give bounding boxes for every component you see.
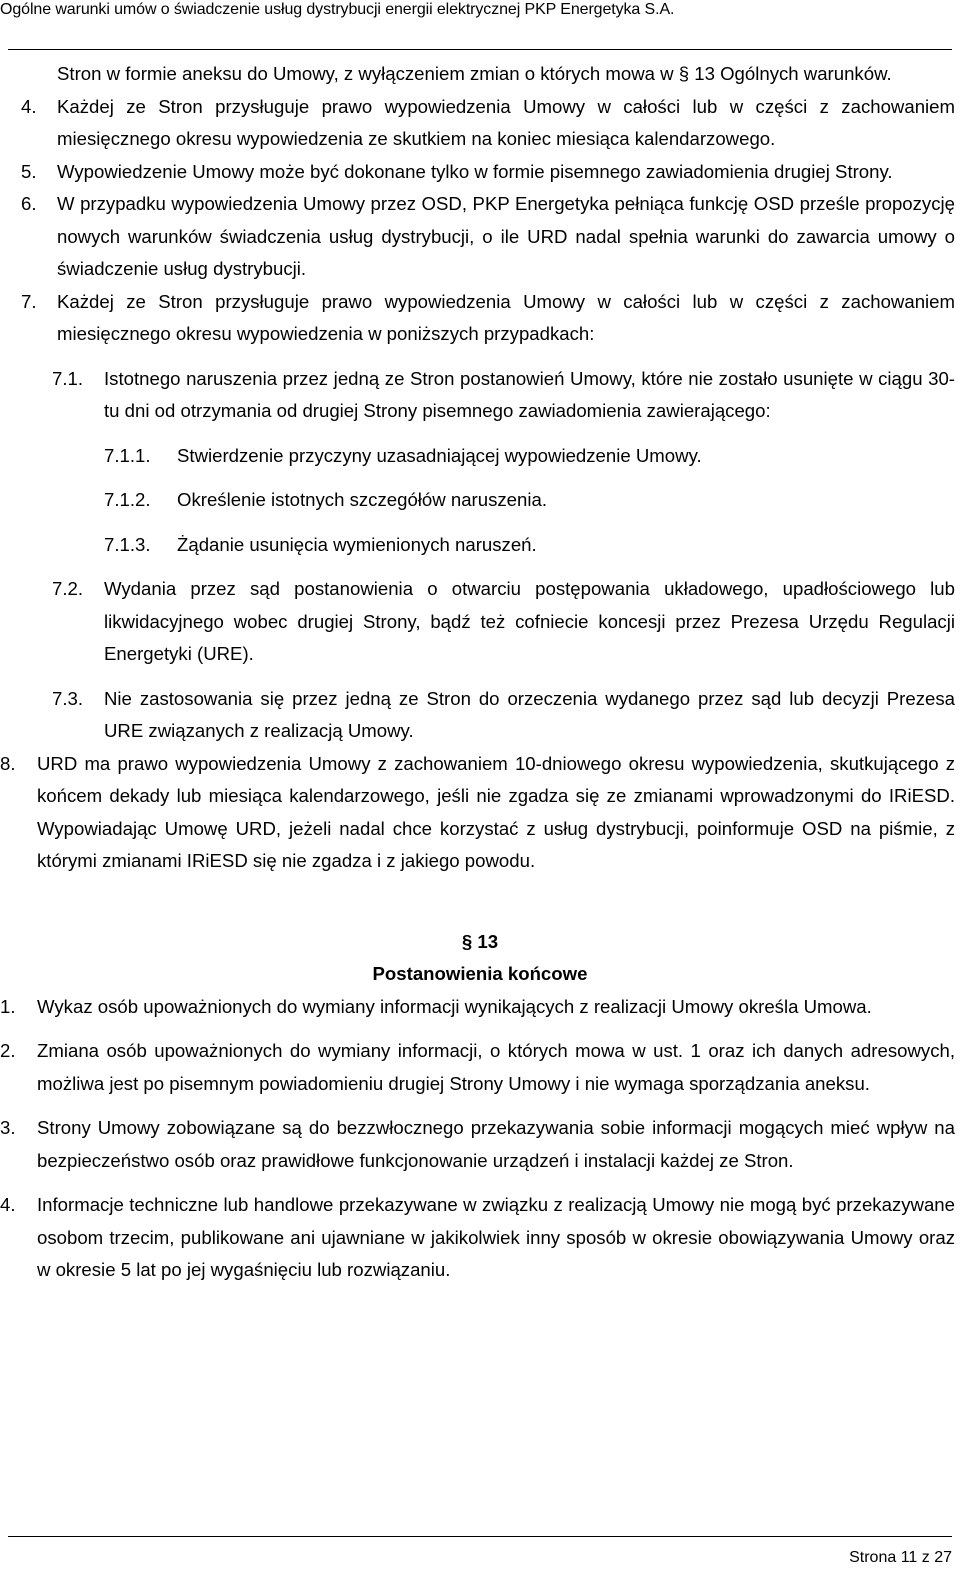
sub-sub-item xyxy=(0,440,955,473)
list-item xyxy=(0,91,955,156)
item-number: 3. xyxy=(0,1117,16,1138)
sub-item xyxy=(0,573,955,671)
item-number: 4. xyxy=(21,95,37,117)
list-item xyxy=(0,1189,955,1287)
item-number: 5. xyxy=(21,160,37,182)
item-number: 1. xyxy=(0,995,16,1017)
list-item xyxy=(0,748,955,878)
list-item xyxy=(0,188,955,286)
item-number: 8. xyxy=(0,752,16,774)
item-text: Nie zastosowania się przez jedną ze Stron do orzeczenia wydanego przez sąd lub decyzji Prezesa URE związanych z realizacją Umowy. xyxy=(104,687,955,741)
item-number: 6. xyxy=(21,193,37,214)
item-text: Wykaz osób upoważnionych do wymiany informacji wynikających z realizacji Umowy określa Umowa. xyxy=(37,995,872,1017)
item-text: Informacje techniczne lub handlowe przekazywane w związku z realizacją Umowy nie mogą być przekazywane osobom trzecim, publikowane ani ujawniane w jakikolwiek inny sposób w okresie obowiązywania Umowy oraz w okresie 5 lat po jej wygaśnięciu lub rozwiązaniu. xyxy=(37,1194,955,1280)
sub-item xyxy=(0,363,955,428)
page-number: Strona 11 z 27 xyxy=(849,1549,952,1566)
item-number: 2. xyxy=(0,1040,16,1061)
item-number: 4. xyxy=(0,1194,16,1215)
item-text: W przypadku wypowiedzenia Umowy przez OSD, PKP Energetyka pełniąca funkcję OSD prześle propozycję nowych warunków świadczenia usług dystrybucji, o ile URD nadal spełnia warunki do zawarcia umowy o świadczenie usług dystrybucji. xyxy=(57,193,955,279)
item-text: Każdej ze Stron przysługuje prawo wypowiedzenia Umowy w całości lub w części z zachowaniem miesięcznego okresu wypowiedzenia ze skutkiem na koniec miesiąca kalendarzowego. xyxy=(57,95,955,149)
item-text: Zmiana osób upoważnionych do wymiany informacji, o których mowa w ust. 1 oraz ich danych adresowych, możliwa jest po pisemnym powiadomieniu drugiej Strony Umowy i nie wymaga sporządzania aneksu. xyxy=(37,1040,955,1094)
item-text: Żądanie usunięcia wymienionych naruszeń. xyxy=(177,533,537,555)
item-number: 7.1.2. xyxy=(104,489,151,510)
item-number: 7.1.1. xyxy=(104,444,151,466)
page-header: Ogólne warunki umów o świadczenie usług dystrybucji energii elektrycznej PKP Energetyka S.A. xyxy=(0,1,675,18)
item-number: 7.2. xyxy=(52,578,84,599)
item-text: Wydania przez sąd postanowienia o otwarciu postępowania układowego, upadłościowego lub likwidacyjnego wobec drugiej Strony, bądź też cofniecie koncesji przez Prezesa Urzędu Regulacji Energetyki (URE). xyxy=(104,578,955,664)
list-item xyxy=(0,286,955,351)
list-item xyxy=(0,991,955,1024)
sub-item xyxy=(0,683,955,748)
sub-sub-item xyxy=(0,484,955,517)
item-text: Strony Umowy zobowiązane są do bezzwłocznego przekazywania sobie informacji mogących mieć wpływ na bezpieczeństwo osób oraz prawidłowe funkcjonowanie urządzeń i instalacji każdej ze Stron. xyxy=(37,1117,955,1171)
item-number: 7. xyxy=(21,290,37,312)
item-text: Każdej ze Stron przysługuje prawo wypowiedzenia Umowy w całości lub w części z zachowaniem miesięcznego okresu wypowiedzenia w poniższych przypadkach: xyxy=(57,290,955,344)
list-item xyxy=(0,1112,955,1177)
document-body xyxy=(0,58,960,1287)
item-number: 7.1.3. xyxy=(104,533,151,555)
continuation-text: Stron w formie aneksu do Umowy, z wyłączeniem zmian o których mowa w § 13 Ogólnych warunków. xyxy=(57,63,892,84)
item-text: Określenie istotnych szczegółów naruszenia. xyxy=(177,489,547,510)
sub-sub-item xyxy=(0,529,955,562)
list-item xyxy=(0,1035,955,1100)
item-text: Istotnego naruszenia przez jedną ze Stron postanowień Umowy, które nie zostało usunięte w ciągu 30-tu dni od otrzymania od drugiej Strony pisemnego zawiadomienia zawierającego: xyxy=(104,367,955,421)
item-text: Wypowiedzenie Umowy może być dokonane tylko w formie pisemnego zawiadomienia drugiej Strony. xyxy=(57,160,893,182)
item-number: 7.1. xyxy=(52,367,84,389)
section-number: § 13 xyxy=(461,930,499,952)
item-number: 7.3. xyxy=(52,687,84,709)
item-text: Stwierdzenie przyczyny uzasadniającej wypowiedzenie Umowy. xyxy=(177,444,702,466)
list-item xyxy=(0,156,955,189)
section-title: Postanowienia końcowe xyxy=(372,963,588,984)
item-text: URD ma prawo wypowiedzenia Umowy z zachowaniem 10-dniowego okresu wypowiedzenia, skutkującego z końcem dekady lub miesiąca kalendarzowego, jeśli nie zgadza się ze zmianami wprowadzonymi do IRiESD. Wypowiadając Umowę URD, jeżeli nadal chce korzystać z usług dystrybucji, poinformuje OSD na piśmie, z którymi zmianami IRiESD się nie zgadza i z jakiego powodu. xyxy=(37,752,955,871)
header-rule xyxy=(8,49,952,50)
footer-rule xyxy=(8,1536,952,1537)
